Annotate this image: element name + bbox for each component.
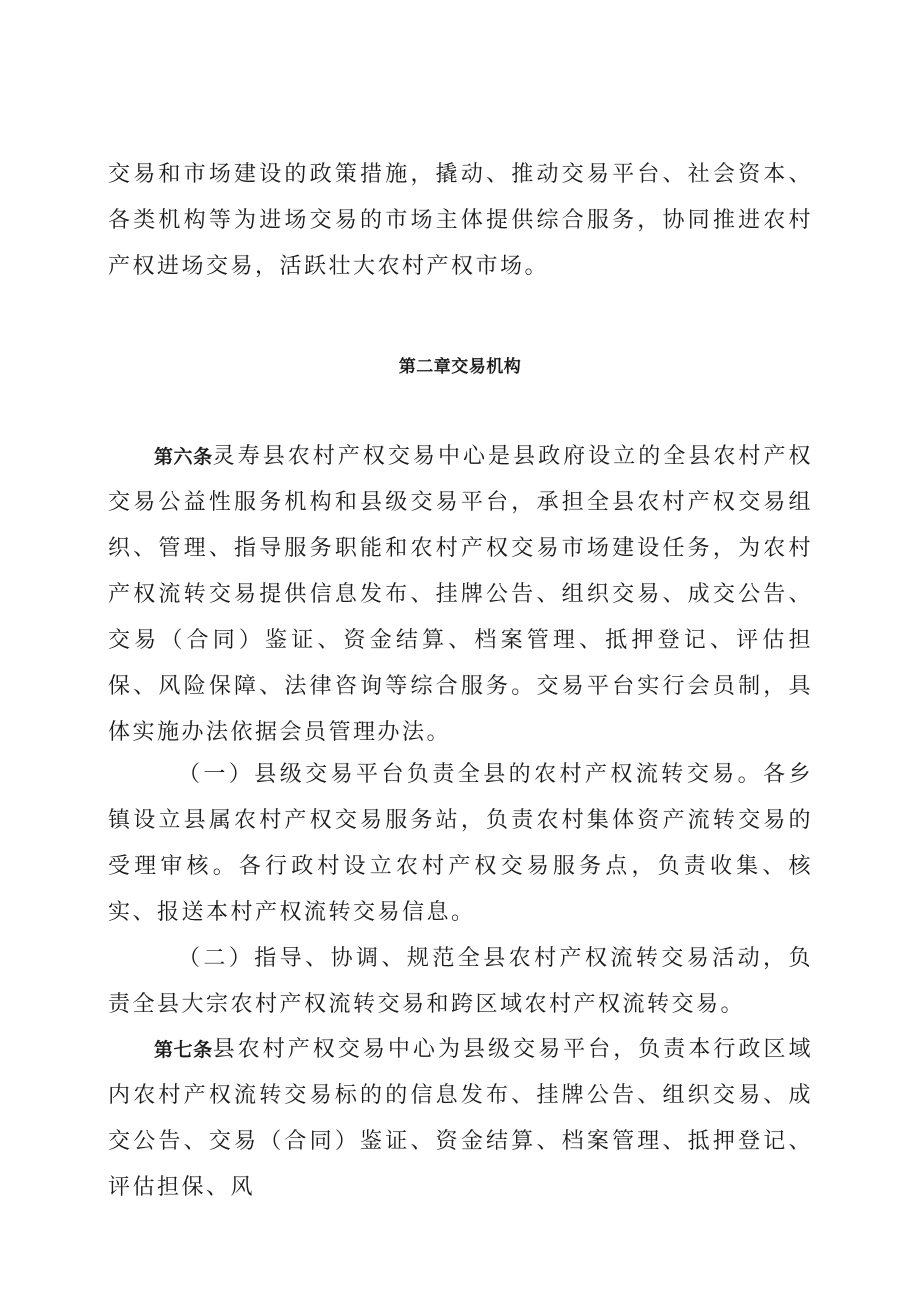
article-7-paragraph	[108, 1027, 813, 1211]
article-7-text: 县农村产权交易中心为县级交易平台，负责本行政区域内农村产权流转交易标的的信息发布、挂牌公告、组织交易、成交公告、交易（合同）鉴证、资金结算、档案管理、抵押登记、评估担保、风	[108, 1037, 813, 1200]
article-7-label: 第七条	[154, 1039, 213, 1061]
chapter-title: 第二章交易机构	[398, 357, 522, 377]
item-1-paragraph: （一）县级交易平台负责全县的农村产权流转交易。各乡镇设立县属农村产权交易服务站，负责农村集体资产流转交易的受理审核。各行政村设立农村产权交易服务点，负责收集、核实、报送本村产权流转交易信息。	[108, 762, 813, 925]
intro-paragraph: 交易和市场建设的政策措施，撬动、推动交易平台、社会资本、各类机构等为进场交易的市场主体提供综合服务，协同推进农村产权进场交易，活跃壮大农村产权市场。	[108, 162, 813, 279]
article-6-paragraph	[108, 434, 813, 756]
article-6-label: 第六条	[154, 446, 213, 468]
item-2-paragraph: （二）指导、协调、规范全县农村产权流转交易活动，负责全县大宗农村产权流转交易和跨区域农村产权流转交易。	[108, 946, 813, 1017]
article-6-text: 灵寿县农村产权交易中心是县政府设立的全县农村产权交易公益性服务机构和县级交易平台，承担全县农村产权交易组织、管理、指导服务职能和农村产权交易市场建设任务，为农村产权流转交易提供信息发布、挂牌公告、组织交易、成交公告、交易（合同）鉴证、资金结算、档案管理、抵押登记、评估担保、风险保障、法律咨询等综合服务。交易平台实行会员制，具体实施办法依据会员管理办法。	[108, 444, 813, 745]
